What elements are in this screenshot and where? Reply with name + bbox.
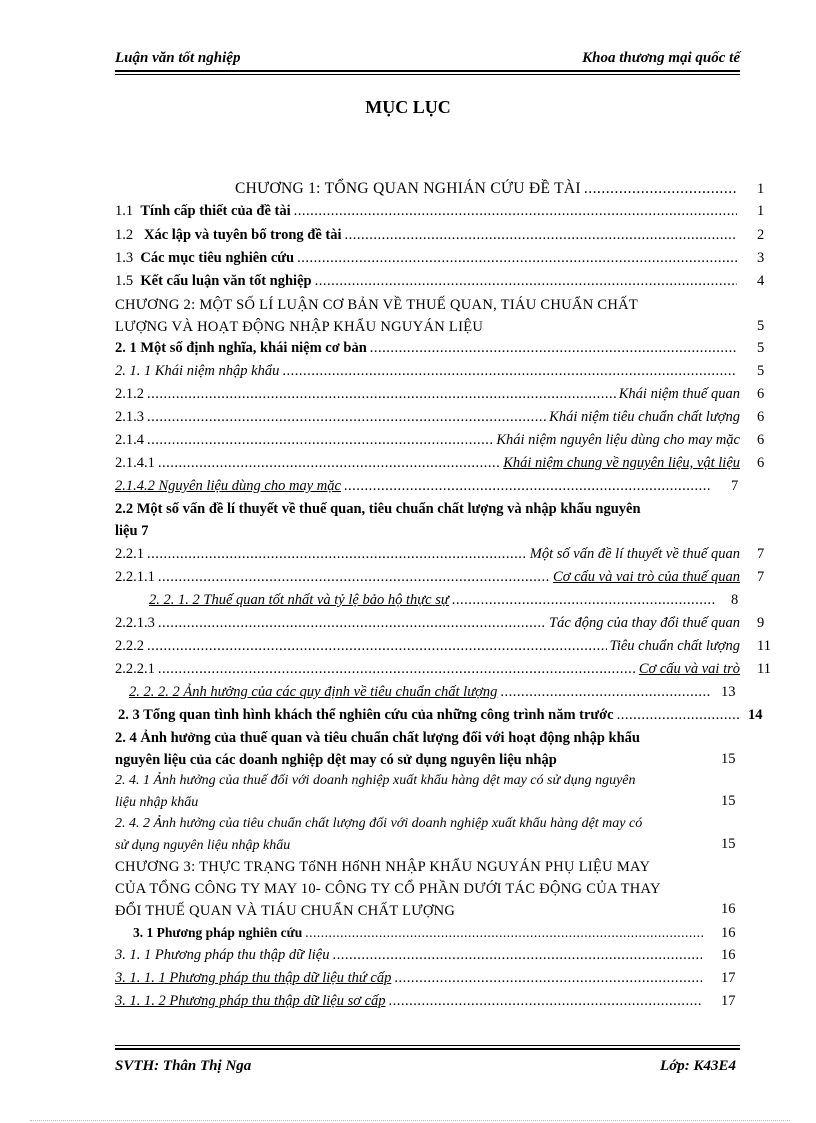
toc-leader (370, 340, 737, 357)
toc-page: 5 (757, 318, 765, 334)
toc-label-line: 2.2 Một số vấn đề lí thuyết về thuế quan, tiêu chuẩn chất lượng và nhập khẩu nguyên (115, 501, 641, 517)
toc-page: 17 (721, 970, 736, 986)
toc-page: 1 (757, 181, 765, 197)
toc-page: 3 (757, 250, 765, 266)
toc-label-line: ĐỔI THUẾ QUAN VÀ TIÁU CHUẨN CHẤT LƯỢNG (115, 903, 456, 919)
toc-number: 2.1.3 (115, 409, 144, 425)
toc-leader (315, 273, 737, 290)
toc-entry[interactable] (115, 947, 705, 969)
toc-label: Cơ cấu và vai trò của thuế quan (553, 569, 740, 585)
toc-label: Tiêu chuẩn chất lượng (609, 638, 740, 654)
header-right: Khoa thương mại quốc tế (582, 50, 740, 66)
toc-entry[interactable] (115, 203, 740, 225)
toc-entry[interactable] (115, 180, 740, 202)
toc-page: 8 (731, 592, 739, 608)
toc-leader (158, 455, 500, 472)
toc-number: 1.2 (115, 227, 134, 243)
toc-page: 5 (757, 363, 765, 379)
toc-number: 2.2.1.1 (115, 569, 155, 585)
toc-entry[interactable] (118, 707, 744, 729)
toc-number: 2.2.1 (115, 546, 144, 562)
toc-entry-chapter-3[interactable] (115, 856, 740, 922)
toc-entry[interactable] (115, 340, 740, 362)
toc-label: Cơ cấu và vai trò (638, 661, 740, 677)
toc-number: 2.2.1.3 (115, 615, 155, 631)
toc-entry-chapter-2[interactable] (115, 294, 740, 338)
toc-entry-2-4-2[interactable] (115, 813, 740, 857)
toc-page: 7 (141, 523, 149, 539)
toc-entry[interactable] (115, 478, 715, 500)
toc-label-line: nguyên liệu của các doanh nghiệp dệt may có sử dụng nguyên liệu nhập (115, 752, 557, 768)
toc-page: 15 (721, 793, 736, 809)
toc-page: 2 (757, 227, 765, 243)
toc-page: 6 (757, 409, 765, 425)
toc-leader (158, 661, 636, 678)
toc-number: 2.1.4.1 (115, 455, 155, 471)
toc-leader (584, 180, 737, 198)
toc-entry[interactable] (115, 409, 740, 431)
toc-page: 11 (757, 638, 771, 654)
toc-label-line: LƯỢNG VÀ HOẠT ĐỘNG NHẬP KHẨU NGUYÁN LIỆU (115, 319, 484, 335)
toc-leader (147, 546, 527, 563)
toc-leader (452, 592, 716, 609)
toc-leader (500, 684, 711, 701)
toc-label-line: CỦA TỔNG CÔNG TY MAY 10- CÔNG TY CỔ PHẦN DƯỚI TÁC ĐỘNG CỦA THAY (115, 881, 661, 897)
toc-label: Khái niệm tiêu chuẩn chất lượng (549, 409, 740, 425)
toc-leader (344, 478, 712, 495)
page-edge (30, 1120, 790, 1121)
toc-entry[interactable] (115, 661, 740, 683)
toc-page: 11 (757, 661, 771, 677)
toc-entry[interactable] (115, 569, 740, 591)
toc-label: 3. 1. 1. 2 Phương pháp thu thập dữ liệu sơ cấp (115, 993, 386, 1009)
toc-entry-2-2[interactable] (115, 498, 740, 542)
toc-page: 1 (757, 203, 765, 219)
toc-entry[interactable] (115, 250, 740, 272)
toc-entry[interactable] (115, 993, 705, 1015)
toc-entry[interactable] (115, 227, 740, 249)
toc-label: 3. 1 Phương pháp nghiên cứu (133, 925, 303, 940)
toc-page: 14 (748, 707, 763, 723)
toc-entry[interactable] (115, 432, 740, 454)
page-title: MỤC LỤC (365, 97, 451, 117)
toc-page: 13 (721, 684, 736, 700)
toc-page: 5 (757, 340, 765, 356)
header-rule (115, 70, 740, 72)
toc-leader (332, 947, 702, 964)
toc-page: 15 (721, 836, 736, 852)
toc-number: 2.1.4 (115, 432, 144, 448)
toc-leader (297, 250, 737, 267)
toc-label: 2. 2. 1. 2 Thuế quan tốt nhất và tỷ lệ bảo hộ thực sự (149, 592, 449, 608)
toc-leader (158, 569, 550, 586)
toc-leader (389, 993, 702, 1010)
toc-leader (294, 203, 737, 220)
toc-label-line: liệu nhập khẩu (115, 795, 199, 810)
toc-number: 2.2.2 (115, 638, 144, 654)
toc-label: Tác động của thay đổi thuế quan (549, 615, 740, 631)
toc-entry[interactable] (115, 638, 740, 660)
toc-label: Khái niệm chung về nguyên liệu, vật liệu (503, 455, 740, 471)
toc-entry[interactable] (115, 615, 740, 637)
toc-entry[interactable] (115, 546, 740, 568)
toc-label: 2. 2. 2. 2 Ảnh hưởng của các quy định về tiêu chuẩn chất lượng (129, 684, 498, 700)
toc-leader (305, 925, 705, 941)
toc-leader (147, 386, 616, 403)
toc-label-line: sử dụng nguyên liệu nhập khẩu (115, 838, 291, 853)
toc-label: 3. 1. 1. 1 Phương pháp thu thập dữ liệu thứ cấp (115, 970, 392, 986)
toc-page: 4 (757, 273, 765, 289)
header-left: Luận văn tốt nghiệp (115, 50, 241, 66)
header-rule-thin (115, 74, 740, 75)
footer-rule (115, 1048, 740, 1050)
toc-entry-2-4-1[interactable] (115, 770, 740, 814)
toc-label: 2.1.4.2 Nguyên liệu dùng cho may mặc (115, 478, 341, 494)
toc-leader (394, 970, 702, 987)
toc-page: 6 (757, 455, 765, 471)
toc-page: 6 (757, 432, 765, 448)
toc-entry[interactable] (129, 684, 714, 706)
toc-number: 1.5 (115, 273, 134, 289)
toc-page: 16 (721, 925, 736, 941)
toc-label: 2. 1 Một số định nghĩa, khái niệm cơ bản (115, 340, 367, 356)
toc-label: Một số vấn đề lí thuyết về thuế quan (529, 546, 740, 562)
toc-leader (345, 227, 737, 244)
footer-left: SVTH: Thân Thị Nga (115, 1058, 252, 1074)
toc-label: CHƯƠNG 1: TỔNG QUAN NGHIÁN CỨU ĐỀ TÀI (235, 180, 581, 197)
toc-entry[interactable] (149, 592, 719, 614)
toc-page: 6 (757, 386, 765, 402)
toc-label: Khái niệm thuế quan (618, 386, 740, 402)
toc-label: Tính cấp thiết của đề tài (140, 203, 291, 219)
toc-label: 3. 1. 1 Phương pháp thu thập dữ liệu (115, 947, 330, 963)
toc-entry[interactable] (133, 925, 708, 947)
toc-leader (617, 707, 741, 724)
toc-number: 1.1 (115, 203, 134, 219)
toc-label: Kết cấu luận văn tốt nghiệp (140, 273, 312, 289)
footer-rule-thin (115, 1045, 740, 1046)
toc-page: 9 (757, 615, 765, 631)
toc-leader (282, 363, 737, 380)
toc-page: 7 (757, 569, 765, 585)
toc-label: Các mục tiêu nghiên cứu (140, 250, 295, 266)
toc-label-line: 2. 4. 1 Ảnh hưởng của thuế đối với doanh nghiệp xuất khẩu hàng dệt may có sử dụng nguyên (115, 773, 636, 788)
toc-page: 16 (721, 947, 736, 963)
toc-label: 2. 3 Tổng quan tình hình khách thể nghiên cứu của những công trình năm trước (118, 707, 614, 723)
toc-page: 7 (731, 478, 739, 494)
toc-entry-2-4[interactable] (115, 727, 740, 771)
toc-entry[interactable] (115, 455, 740, 477)
toc-entry[interactable] (115, 273, 740, 295)
toc-number: 2.1.2 (115, 386, 144, 402)
toc-entry[interactable] (115, 363, 740, 385)
toc-page: 17 (721, 993, 736, 1009)
toc-label-line: CHƯƠNG 3: THỰC TRẠNG TốNH HốNH NHẬP KHẨU NGUYÁN PHỤ LIỆU MAY (115, 859, 651, 875)
toc-label-line: 2. 4 Ảnh hưởng của thuế quan và tiêu chuẩn chất lượng đối với hoạt động nhập khẩu (115, 730, 640, 746)
toc-label: 2. 1. 1 Khái niệm nhập khẩu (115, 363, 280, 379)
toc-label: Khái niệm nguyên liệu dùng cho may mặc (496, 432, 740, 448)
toc-page: 7 (757, 546, 765, 562)
toc-number: 2.2.2.1 (115, 661, 155, 677)
toc-page: 16 (721, 901, 736, 917)
toc-page: 15 (721, 751, 736, 767)
toc-leader (147, 432, 493, 449)
toc-leader (147, 638, 607, 655)
toc-label-line: CHƯƠNG 2: MỘT SỐ LÍ LUẬN CƠ BẢN VỀ THUẾ QUAN, TIÁU CHUẨN CHẤT (115, 297, 639, 313)
toc-leader (147, 409, 546, 426)
toc-label-line: 2. 4. 2 Ảnh hưởng của tiêu chuẩn chất lượng đối với doanh nghiệp xuất khẩu hàng dệt may có (115, 816, 643, 831)
footer-right: Lớp: K43E4 (660, 1058, 736, 1074)
toc-label-line: liệu (115, 523, 138, 539)
toc-number: 1.3 (115, 250, 134, 266)
toc-entry[interactable] (115, 970, 705, 992)
toc-label: Xác lập và tuyên bố trong đề tài (144, 227, 342, 243)
toc-leader (158, 615, 546, 632)
toc-entry[interactable] (115, 386, 740, 408)
